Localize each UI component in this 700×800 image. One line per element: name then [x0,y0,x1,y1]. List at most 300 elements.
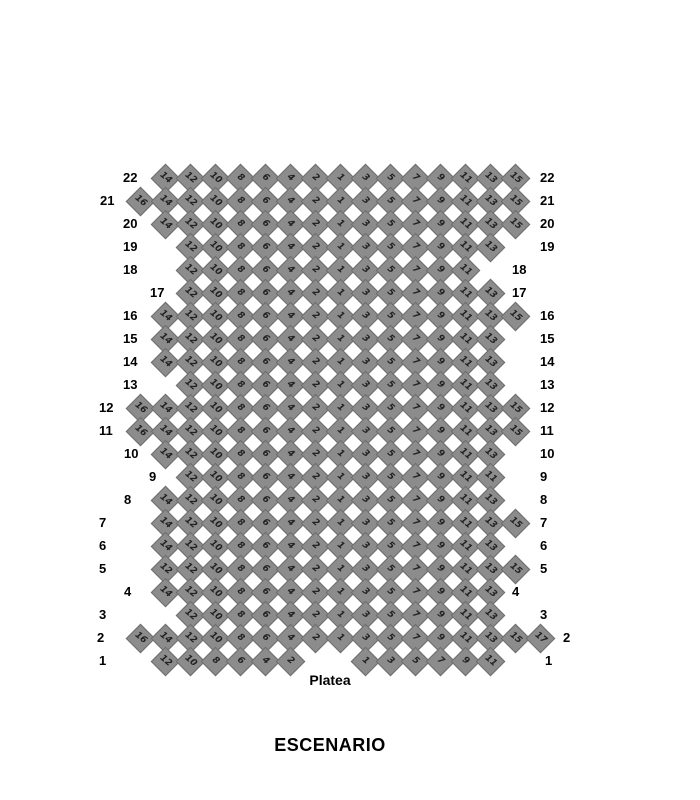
seat-number: 10 [207,606,224,623]
seat-number: 7 [409,585,421,598]
seat-number: 10 [207,514,224,531]
seat-number: 8 [234,240,246,253]
seat-number: 3 [359,562,371,575]
row-label-left: 20 [123,216,138,231]
row-label-right: 14 [540,354,555,369]
seat-number: 2 [309,286,321,299]
seat[interactable] [525,623,555,653]
seat-number: 13 [482,537,499,554]
seat-number: 5 [384,470,396,483]
seat-number: 13 [482,307,499,324]
seat-number: 13 [482,606,499,623]
seat-number: 12 [182,583,199,600]
seat-number: 10 [207,629,224,646]
seat-number: 2 [309,401,321,414]
seat[interactable] [500,508,530,538]
seat-number: 4 [259,654,271,667]
seat-number: 3 [359,401,371,414]
seat-number: 13 [482,192,499,209]
row-label-left: 9 [149,469,157,484]
seat-number: 2 [309,171,321,184]
seat-number: 3 [384,654,396,667]
seat-number: 4 [284,424,296,437]
seat-number: 5 [409,654,421,667]
seat-number: 10 [207,353,224,370]
seat-number: 7 [409,286,421,299]
seat-number: 12 [182,514,199,531]
seat-number: 3 [359,539,371,552]
seat-number: 12 [182,606,199,623]
seat-number: 5 [384,447,396,460]
seat-number: 4 [284,470,296,483]
seat[interactable] [500,416,530,446]
seat-number: 8 [234,194,246,207]
seat-number: 10 [207,330,224,347]
seat-number: 13 [482,215,499,232]
seat-number: 1 [334,309,346,322]
seat-number: 8 [234,585,246,598]
row-label-left: 2 [97,630,105,645]
seat-number: 9 [434,194,446,207]
seat-number: 12 [182,537,199,554]
seat-number: 10 [207,192,224,209]
row-label-left: 18 [123,262,138,277]
seat-number: 3 [359,171,371,184]
row-label-left: 17 [150,285,165,300]
seat-number: 9 [434,608,446,621]
seat-number: 11 [457,514,474,531]
row-label-right: 19 [540,239,555,254]
seat-number: 5 [384,217,396,230]
seat-number: 8 [234,355,246,368]
seat-number: 3 [359,631,371,644]
seat-number: 5 [384,401,396,414]
seat-number: 7 [409,355,421,368]
seat-number: 4 [284,447,296,460]
seat-number: 9 [434,309,446,322]
seat-number: 10 [182,652,199,669]
seat-number: 13 [482,629,499,646]
seat-number: 7 [409,470,421,483]
seat-number: 7 [409,194,421,207]
seat-number: 11 [457,169,474,186]
seat-number: 3 [359,217,371,230]
seat-number: 6 [259,332,271,345]
seat[interactable] [500,209,530,239]
row-label-right: 10 [540,446,555,461]
seat-number: 13 [482,491,499,508]
seat-number: 6 [259,608,271,621]
row-label-right: 13 [540,377,555,392]
seat-number: 9 [434,493,446,506]
seat-number: 2 [309,332,321,345]
row-label-left: 14 [123,354,138,369]
seat-number: 1 [334,332,346,345]
seat-number: 13 [482,583,499,600]
row-label-right: 6 [540,538,548,553]
seat-number: 9 [434,631,446,644]
seat-number: 1 [334,194,346,207]
seat-number: 3 [359,240,371,253]
seat-number: 14 [157,629,174,646]
seat-number: 3 [359,355,371,368]
seat-number: 7 [409,332,421,345]
seat-number: 9 [434,424,446,437]
seat-number: 12 [182,330,199,347]
seat-number: 3 [359,516,371,529]
seat-number: 10 [207,560,224,577]
seat-number: 2 [309,631,321,644]
seat-number: 14 [157,353,174,370]
seat-number: 12 [182,307,199,324]
seat-number: 4 [284,240,296,253]
seat[interactable] [475,232,505,262]
seat-number: 15 [507,399,524,416]
seat-number: 7 [409,562,421,575]
seat-number: 9 [434,171,446,184]
seat-number: 7 [409,516,421,529]
row-label-right: 5 [540,561,548,576]
seat-number: 15 [507,192,524,209]
seat-number: 1 [334,217,346,230]
seat-number: 2 [309,309,321,322]
seat-number: 1 [334,516,346,529]
seat-number: 14 [157,215,174,232]
seat-number: 1 [334,171,346,184]
seat-number: 14 [157,422,174,439]
seat-number: 14 [157,399,174,416]
stage-label-escenario: ESCENARIO [274,735,386,755]
seat-number: 10 [207,307,224,324]
seat-number: 4 [284,562,296,575]
seat-number: 11 [457,629,474,646]
seat-number: 2 [309,355,321,368]
seat-number: 12 [182,445,199,462]
seat-number: 11 [457,399,474,416]
row-label-left: 8 [124,492,132,507]
seat-number: 7 [409,263,421,276]
seat-number: 12 [182,215,199,232]
row-label-right: 4 [512,584,520,599]
seat-number: 10 [207,399,224,416]
row-label-left: 16 [123,308,138,323]
seat-number: 14 [157,583,174,600]
row-label-right: 8 [540,492,548,507]
seat-number: 5 [384,263,396,276]
seat-number: 11 [457,261,474,278]
seat-number: 15 [507,169,524,186]
seat-number: 5 [384,355,396,368]
seat-number: 7 [409,493,421,506]
seat-number: 9 [434,240,446,253]
seat-number: 14 [157,491,174,508]
seat-number: 1 [334,240,346,253]
seat[interactable] [500,554,530,584]
seat-number: 8 [234,516,246,529]
seat-number: 5 [384,631,396,644]
seat-number: 7 [409,240,421,253]
seat-number: 6 [259,194,271,207]
row-label-right: 2 [563,630,571,645]
row-label-right: 17 [512,285,527,300]
row-label-left: 12 [99,400,114,415]
seat-number: 17 [532,629,549,646]
seat-number: 3 [359,286,371,299]
seat-number: 4 [284,194,296,207]
seat-number: 9 [434,217,446,230]
row-label-right: 16 [540,308,555,323]
seat-number: 9 [434,378,446,391]
row-label-left: 1 [99,653,107,668]
seat-number: 2 [309,378,321,391]
seat-number: 1 [334,286,346,299]
seat-number: 4 [284,332,296,345]
seat-number: 10 [207,583,224,600]
seat-number: 2 [309,493,321,506]
seat-number: 10 [207,468,224,485]
seat-number: 2 [309,217,321,230]
seat-number: 7 [409,539,421,552]
seat-number: 5 [384,516,396,529]
row-label-left: 13 [123,377,138,392]
seat-number: 13 [482,422,499,439]
row-label-right: 1 [545,653,553,668]
seat-number: 7 [409,424,421,437]
seat-number: 7 [409,171,421,184]
seat-number: 2 [309,470,321,483]
seat-number: 13 [482,169,499,186]
seat-number: 8 [234,332,246,345]
seat-number: 9 [434,539,446,552]
seat-number: 4 [284,516,296,529]
seat-number: 8 [234,286,246,299]
seat-number: 1 [334,608,346,621]
seat-number: 14 [157,307,174,324]
seat-number: 11 [457,284,474,301]
seat-number: 9 [434,585,446,598]
seat-number: 5 [384,608,396,621]
seat-number: 11 [457,583,474,600]
row-label-left: 21 [100,193,115,208]
seat-number: 4 [284,401,296,414]
seat-number: 11 [457,606,474,623]
seat-number: 6 [259,424,271,437]
row-label-left: 11 [99,423,113,438]
seat-number: 12 [182,261,199,278]
seat-number: 16 [132,399,149,416]
seat-number: 8 [234,378,246,391]
seat-number: 11 [457,353,474,370]
seat-number: 10 [207,215,224,232]
seat-number: 11 [457,560,474,577]
seat-number: 12 [182,491,199,508]
seat-number: 5 [384,424,396,437]
seat-number: 2 [309,240,321,253]
seat-number: 11 [457,537,474,554]
seat-number: 6 [259,516,271,529]
seat-number: 9 [434,401,446,414]
row-label-left: 6 [99,538,107,553]
seat-number: 2 [309,447,321,460]
seat-number: 5 [384,240,396,253]
seat-number: 10 [207,537,224,554]
seat-number: 3 [359,309,371,322]
seat-number: 11 [457,307,474,324]
seat-number: 5 [384,309,396,322]
seat-number: 7 [409,447,421,460]
seat-number: 1 [334,470,346,483]
seat-number: 1 [334,401,346,414]
seat-number: 6 [259,286,271,299]
row-label-right: 9 [540,469,548,484]
seat-number: 11 [457,215,474,232]
seat-number: 5 [384,332,396,345]
seat-number: 6 [259,562,271,575]
seat-number: 7 [409,309,421,322]
seat-number: 12 [182,169,199,186]
seat-number: 3 [359,493,371,506]
seat-number: 11 [482,468,499,485]
seat-number: 14 [157,445,174,462]
seat-number: 10 [207,169,224,186]
seat-number: 4 [284,309,296,322]
seat-number: 1 [334,493,346,506]
seat-number: 3 [359,263,371,276]
seat-number: 12 [157,652,174,669]
seat-number: 9 [434,562,446,575]
seat-number: 3 [359,585,371,598]
seat-number: 11 [482,652,499,669]
seat-number: 8 [209,654,221,667]
section-label-platea: Platea [309,672,351,688]
seat-number: 11 [457,445,474,462]
seat-number: 7 [409,378,421,391]
seat-number: 13 [482,560,499,577]
seat-number: 5 [384,194,396,207]
seat-number: 1 [334,585,346,598]
seat-number: 4 [284,585,296,598]
seat-number: 3 [359,608,371,621]
seat-number: 15 [507,422,524,439]
seat-number: 3 [359,194,371,207]
row-label-right: 11 [540,423,554,438]
seat-number: 3 [359,447,371,460]
seat-number: 6 [259,171,271,184]
seat-number: 5 [384,286,396,299]
seat-number: 15 [507,560,524,577]
seat-number: 1 [334,539,346,552]
seat-number: 3 [359,424,371,437]
seat-number: 1 [334,631,346,644]
seat-number: 13 [482,514,499,531]
seat-number: 6 [259,355,271,368]
seat-number: 2 [309,585,321,598]
seat-number: 10 [207,422,224,439]
seat-number: 6 [259,493,271,506]
seat-number: 9 [434,286,446,299]
seat-number: 13 [482,445,499,462]
row-label-left: 22 [123,170,138,185]
row-label-left: 7 [99,515,107,530]
seat-number: 2 [309,539,321,552]
seat-number: 8 [234,608,246,621]
seat-number: 8 [234,631,246,644]
seat[interactable] [475,646,505,676]
row-label-left: 15 [123,331,138,346]
seat-number: 2 [309,424,321,437]
seat-number: 11 [457,192,474,209]
seat-number: 8 [234,539,246,552]
seat-number: 9 [434,447,446,460]
seat-number: 3 [359,378,371,391]
seat-number: 12 [182,238,199,255]
seat-number: 1 [334,447,346,460]
seat-number: 9 [434,516,446,529]
seat-number: 10 [207,376,224,393]
row-label-right: 15 [540,331,555,346]
seat-number: 15 [507,514,524,531]
seat-number: 6 [259,470,271,483]
seat-number: 6 [259,447,271,460]
seat-number: 11 [457,468,474,485]
seat-number: 8 [234,562,246,575]
seat-number: 4 [284,286,296,299]
seat-number: 7 [409,631,421,644]
seat-number: 3 [359,332,371,345]
seat-number: 10 [207,261,224,278]
seat-number: 9 [434,355,446,368]
seat-number: 16 [132,422,149,439]
seat-number: 14 [157,514,174,531]
seat-number: 16 [132,192,149,209]
seat-number: 5 [384,171,396,184]
seat-number: 11 [457,376,474,393]
row-label-left: 19 [123,239,138,254]
seat-number: 11 [457,491,474,508]
seat-number: 2 [309,608,321,621]
seat-number: 13 [482,399,499,416]
row-label-right: 18 [512,262,527,277]
seat-number: 10 [207,284,224,301]
seat-number: 11 [457,330,474,347]
seat-number: 2 [284,654,296,667]
row-label-right: 21 [540,193,555,208]
seat-number: 12 [182,376,199,393]
seat-number: 12 [182,353,199,370]
seat-number: 9 [434,470,446,483]
seat-number: 12 [182,629,199,646]
seat-number: 12 [182,560,199,577]
seat-number: 14 [157,330,174,347]
seat-number: 8 [234,447,246,460]
seat-number: 8 [234,171,246,184]
seat-number: 6 [259,631,271,644]
seat-number: 6 [234,654,246,667]
seat-number: 5 [384,585,396,598]
seat-number: 13 [482,330,499,347]
seat-number: 4 [284,263,296,276]
row-label-right: 20 [540,216,555,231]
seat-number: 6 [259,240,271,253]
seat-number: 5 [384,493,396,506]
seat-number: 7 [434,654,446,667]
seat-number: 4 [284,355,296,368]
row-label-left: 5 [99,561,107,576]
seat-number: 1 [334,378,346,391]
seat-number: 11 [457,238,474,255]
seat-number: 14 [157,537,174,554]
seat[interactable] [500,301,530,331]
